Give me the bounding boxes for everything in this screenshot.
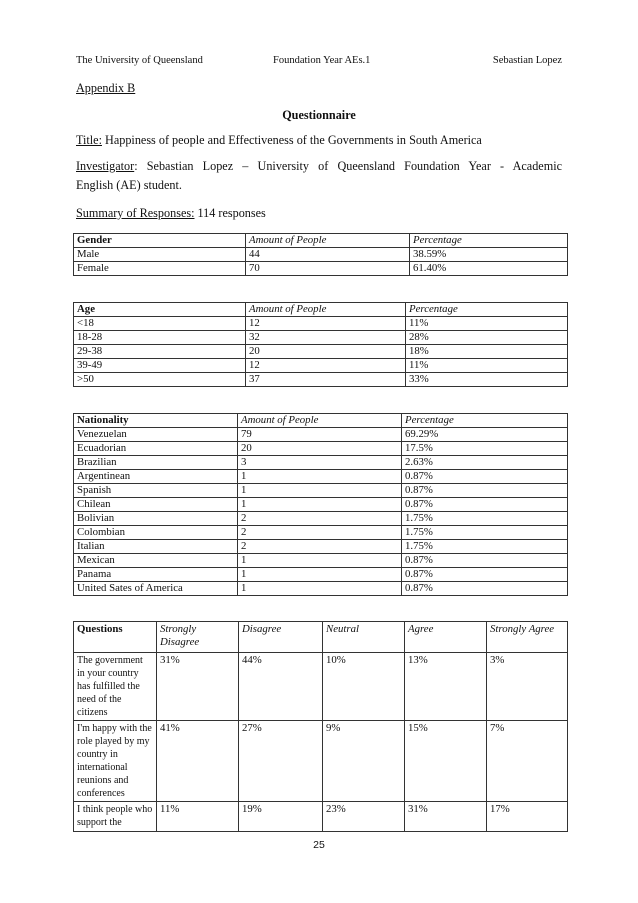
table-cell: 9% bbox=[323, 721, 405, 802]
table-row bbox=[74, 317, 568, 331]
header-cell: Questions bbox=[74, 622, 157, 653]
table-cell: <18 bbox=[74, 317, 246, 331]
table-cell: 69.29% bbox=[402, 428, 568, 442]
table-cell: 0.87% bbox=[402, 582, 568, 596]
table-cell: 0.87% bbox=[402, 484, 568, 498]
header-cell: Neutral bbox=[323, 622, 405, 653]
table-cell: 39-49 bbox=[74, 359, 246, 373]
header-cell: Percentage bbox=[410, 234, 568, 248]
table-row bbox=[74, 248, 568, 262]
table-cell: 11% bbox=[406, 317, 568, 331]
table-cell: 15% bbox=[405, 721, 487, 802]
table-row bbox=[74, 470, 568, 484]
header-cell: Age bbox=[74, 303, 246, 317]
table-cell: 12 bbox=[246, 317, 406, 331]
table-row bbox=[74, 359, 568, 373]
table-cell: 19% bbox=[239, 802, 323, 832]
table-cell: 61.40% bbox=[410, 262, 568, 276]
investigator-label: Investigator bbox=[76, 159, 135, 173]
investigator-paragraph bbox=[76, 157, 562, 195]
table-cell: 3% bbox=[487, 653, 568, 721]
investigator-text: : Sebastian Lopez – University of Queensland Foundation Year - Academic bbox=[134, 159, 562, 173]
table-cell: 1.75% bbox=[402, 512, 568, 526]
table-row bbox=[74, 802, 568, 832]
table-cell: 44% bbox=[239, 653, 323, 721]
table-cell: 11% bbox=[406, 359, 568, 373]
table-cell: Spanish bbox=[74, 484, 238, 498]
table-cell: 32 bbox=[246, 331, 406, 345]
table-cell: 1 bbox=[238, 484, 402, 498]
header-university: The University of Queensland bbox=[76, 55, 203, 66]
table-cell: 18% bbox=[406, 345, 568, 359]
investigator-line-2: English (AE) student. bbox=[76, 178, 182, 192]
header-cell: Gender bbox=[74, 234, 246, 248]
table-header-row bbox=[74, 303, 568, 317]
header-cell: Agree bbox=[405, 622, 487, 653]
summary-label: Summary of Responses: bbox=[76, 206, 195, 220]
table-cell: >50 bbox=[74, 373, 246, 387]
table-row bbox=[74, 554, 568, 568]
header-cell: Amount of People bbox=[238, 414, 402, 428]
table-cell: Mexican bbox=[74, 554, 238, 568]
page-number: 25 bbox=[313, 839, 325, 851]
table-row bbox=[74, 653, 568, 721]
question-cell: I think people who support the bbox=[74, 802, 157, 832]
summary-text: 114 responses bbox=[194, 206, 266, 220]
title-text: Happiness of people and Effectiveness of the Governments in South America bbox=[101, 133, 482, 147]
table-cell: 1 bbox=[238, 554, 402, 568]
table-cell: 2 bbox=[238, 540, 402, 554]
table-cell: 41% bbox=[157, 721, 239, 802]
table-row bbox=[74, 540, 568, 554]
table-cell: 1 bbox=[238, 568, 402, 582]
header-course: Foundation Year AEs.1 bbox=[273, 55, 371, 66]
table-cell: 44 bbox=[246, 248, 410, 262]
header-cell: Percentage bbox=[402, 414, 568, 428]
table-header-row bbox=[74, 414, 568, 428]
header-author: Sebastian Lopez bbox=[492, 55, 562, 66]
title-line bbox=[76, 133, 482, 148]
header-cell: Strongly Agree bbox=[487, 622, 568, 653]
table-cell: 0.87% bbox=[402, 554, 568, 568]
table-cell: 1 bbox=[238, 582, 402, 596]
table-row bbox=[74, 331, 568, 345]
table-cell: Venezuelan bbox=[74, 428, 238, 442]
table-cell: 33% bbox=[406, 373, 568, 387]
header-cell: Amount of People bbox=[246, 234, 410, 248]
table-cell: 0.87% bbox=[402, 470, 568, 484]
table-cell: 31% bbox=[157, 653, 239, 721]
table-cell: Chilean bbox=[74, 498, 238, 512]
table-cell: 1.75% bbox=[402, 540, 568, 554]
table-cell: 2 bbox=[238, 512, 402, 526]
table-cell: 0.87% bbox=[402, 498, 568, 512]
table-cell: 37 bbox=[246, 373, 406, 387]
title-label: Title: bbox=[76, 133, 102, 147]
table-cell: 23% bbox=[323, 802, 405, 832]
table-cell: 20 bbox=[238, 442, 402, 456]
gender-table bbox=[73, 233, 568, 276]
table-cell: 20 bbox=[246, 345, 406, 359]
summary-line bbox=[76, 206, 266, 221]
header-cell: Nationality bbox=[74, 414, 238, 428]
table-row bbox=[74, 526, 568, 540]
table-cell: Brazilian bbox=[74, 456, 238, 470]
header-cell: Amount of People bbox=[246, 303, 406, 317]
table-row bbox=[74, 428, 568, 442]
table-cell: Bolivian bbox=[74, 512, 238, 526]
question-cell: I'm happy with the role played by my country in international reunions and conferences bbox=[74, 721, 157, 802]
table-cell: Male bbox=[74, 248, 246, 262]
table-cell: Italian bbox=[74, 540, 238, 554]
investigator-line-1 bbox=[76, 157, 562, 176]
table-cell: 11% bbox=[157, 802, 239, 832]
table-cell: 2.63% bbox=[402, 456, 568, 470]
table-row bbox=[74, 442, 568, 456]
table-cell: 17.5% bbox=[402, 442, 568, 456]
table-header-row bbox=[74, 234, 568, 248]
table-row bbox=[74, 373, 568, 387]
table-row bbox=[74, 582, 568, 596]
table-cell: 27% bbox=[239, 721, 323, 802]
table-cell: 10% bbox=[323, 653, 405, 721]
table-cell: 1 bbox=[238, 498, 402, 512]
age-table bbox=[73, 302, 568, 387]
table-cell: 18-28 bbox=[74, 331, 246, 345]
table-cell: 7% bbox=[487, 721, 568, 802]
questions-table bbox=[73, 621, 568, 832]
table-row bbox=[74, 262, 568, 276]
table-cell: 29-38 bbox=[74, 345, 246, 359]
table-cell: 13% bbox=[405, 653, 487, 721]
table-cell: 2 bbox=[238, 526, 402, 540]
table-row bbox=[74, 498, 568, 512]
table-cell: 12 bbox=[246, 359, 406, 373]
table-cell: Argentinean bbox=[74, 470, 238, 484]
header-cell: Disagree bbox=[239, 622, 323, 653]
table-cell: 1 bbox=[238, 470, 402, 484]
table-row bbox=[74, 568, 568, 582]
table-cell: 79 bbox=[238, 428, 402, 442]
table-row bbox=[74, 456, 568, 470]
table-row bbox=[74, 345, 568, 359]
question-cell: The government in your country has fulfilled the need of the citizens bbox=[74, 653, 157, 721]
table-cell: 17% bbox=[487, 802, 568, 832]
header-cell: Percentage bbox=[406, 303, 568, 317]
table-cell: Ecuadorian bbox=[74, 442, 238, 456]
table-cell: 0.87% bbox=[402, 568, 568, 582]
table-cell: 1.75% bbox=[402, 526, 568, 540]
appendix-heading: Appendix B bbox=[76, 81, 136, 95]
table-cell: Colombian bbox=[74, 526, 238, 540]
table-header-row bbox=[74, 622, 568, 653]
questionnaire-heading: Questionnaire bbox=[282, 108, 356, 122]
table-cell: Female bbox=[74, 262, 246, 276]
table-cell: United Sates of America bbox=[74, 582, 238, 596]
table-row bbox=[74, 721, 568, 802]
table-cell: 3 bbox=[238, 456, 402, 470]
table-cell: 31% bbox=[405, 802, 487, 832]
table-cell: Panama bbox=[74, 568, 238, 582]
header-cell: Strongly Disagree bbox=[157, 622, 239, 653]
page-header bbox=[76, 55, 562, 69]
nationality-table bbox=[73, 413, 568, 596]
table-cell: 38.59% bbox=[410, 248, 568, 262]
table-row bbox=[74, 484, 568, 498]
table-row bbox=[74, 512, 568, 526]
table-cell: 28% bbox=[406, 331, 568, 345]
table-cell: 70 bbox=[246, 262, 410, 276]
